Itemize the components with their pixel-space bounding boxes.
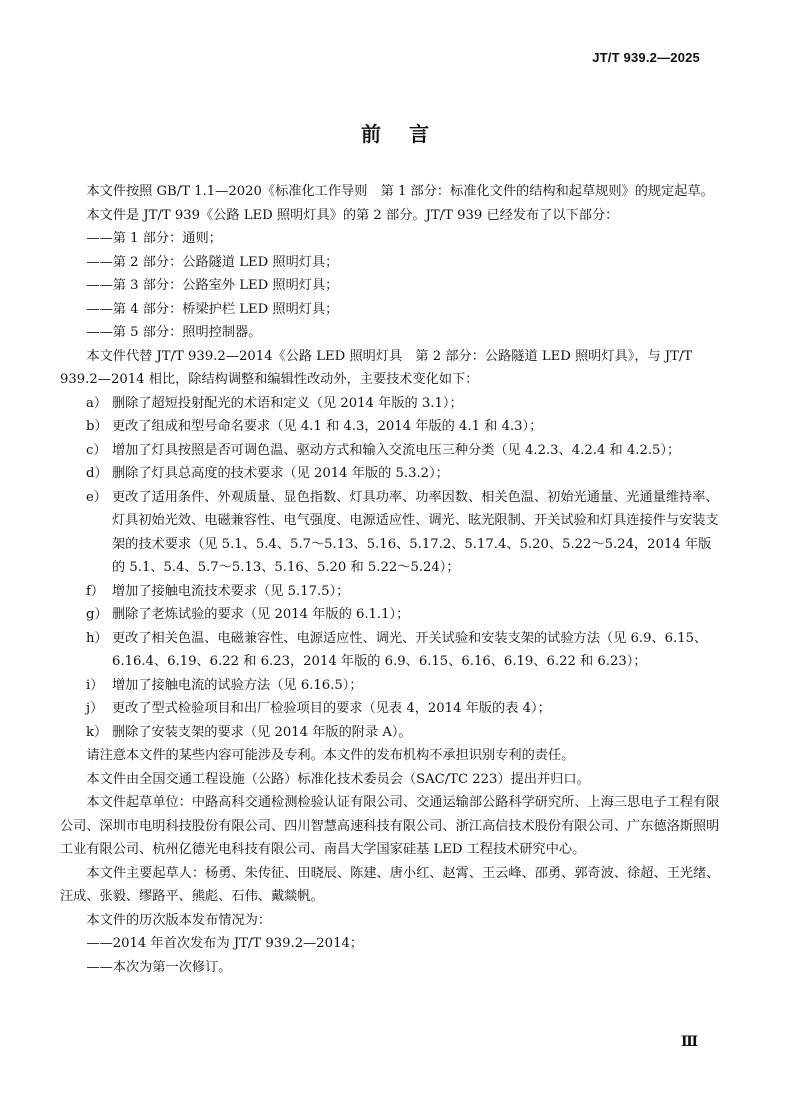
- list-text: 删除了超短投射配光的术语和定义（见 2014 年版的 3.1）；: [112, 395, 463, 411]
- patent-note: 请注意本文件的某些内容可能涉及专利。本文件的发布机构不承担识别专利的责任。: [86, 748, 575, 763]
- part-item: ——第 3 部分：公路室外 LED 照明灯具；: [86, 278, 339, 293]
- list-marker: i）: [86, 677, 104, 693]
- list-marker: e）: [86, 489, 107, 505]
- list-text: 更改了组成和型号命名要求（见 4.1 和 4.3，2014 年版的 4.1 和 4.3）；: [112, 419, 543, 434]
- list-item: [60, 627, 720, 674]
- list-marker: d）: [86, 466, 108, 481]
- replacement-paragraph: 本文件代替 JT/T 939.2—2014《公路 LED 照明灯具 第 2 部分：公路隧道 LED 照明灯具》，与 JT/T 939.2—2014 相比，除结构调整和编辑性改动外，主要技术变化如下：: [60, 348, 693, 387]
- list-marker: g）: [86, 607, 108, 622]
- drafters: 本文件主要起草人：杨勇、朱传征、田晓辰、陈建、唐小红、赵霄、王云峰、邵勇、郭奇波、徐超、王光绪、汪成、张毅、缪路平、熊彪、石伟、戴燚帆。: [60, 865, 720, 904]
- list-text: 更改了相关色温、电磁兼容性、电源适应性、调光、开关试验和安装支架的试验方法（见 6.9、6.15、6.16.4、6.19、6.22 和 6.23，2014 年版的 6.9、6.15、6.16、6.19、6.22 和 6.23）；: [112, 630, 708, 669]
- part-item: ——第 4 部分：桥梁护栏 LED 照明灯具；: [86, 301, 339, 317]
- list-item: [60, 439, 720, 463]
- history-item: ——2014 年首次发布为 JT/T 939.2—2014；: [86, 936, 364, 951]
- intro-paragraph: 本文件是 JT/T 939《公路 LED 照明灯具》的第 2 部分。JT/T 939 已经发布了以下部分：: [86, 207, 619, 223]
- list-marker: k）: [86, 724, 108, 740]
- list-text: 删除了老炼试验的要求（见 2014 年版的 6.1.1）；: [112, 607, 410, 622]
- list-marker: h）: [86, 630, 108, 646]
- document-body: [60, 180, 720, 979]
- drafting-units: 本文件起草单位：中路高科交通检测检验认证有限公司、交通运输部公路科学研究所、上海三思电子工程有限公司、深圳市电明科技股份有限公司、四川智慧高速科技有限公司、浙江高信技术股份有限公司、广东德洛斯照明工业有限公司、杭州亿德光电科技有限公司、南昌大学国家硅基 LED 工程技术研究中心。: [60, 795, 720, 857]
- list-item: [60, 486, 720, 580]
- list-text: 删除了安装支架的要求（见 2014 年版的附录 A）。: [112, 724, 412, 740]
- list-text: 增加了接触电流的试验方法（见 6.16.5）；: [112, 677, 363, 693]
- list-item: [60, 603, 720, 627]
- committee-note: 本文件由全国交通工程设施（公路）标准化技术委员会（SAC/TC 223）提出并归口。: [86, 771, 590, 787]
- document-number: JT/T 939.2—2025: [592, 50, 700, 65]
- list-text: 增加了接触电流技术要求（见 5.17.5）；: [112, 583, 350, 599]
- part-item: ——第 2 部分：公路隧道 LED 照明灯具；: [86, 254, 339, 270]
- part-item: ——第 5 部分：照明控制器。: [86, 325, 262, 340]
- list-item: [60, 415, 720, 439]
- list-marker: b）: [86, 419, 108, 434]
- history-intro: 本文件的历次版本发布情况为：: [86, 912, 272, 928]
- list-marker: f）: [86, 583, 105, 599]
- part-item: ——第 1 部分：通则；: [86, 231, 222, 246]
- list-text: 更改了适用条件、外观质量、显色指数、灯具功率、功率因数、相关色温、初始光通量、光通量维持率、灯具初始光效、电磁兼容性、电气强度、电源适应性、调光、眩光限制、开关试验和灯具连接件与安装支架的技术要求（见 5.1、5.4、5.7～5.13、5.16、5.17.2、5.17.4、5.20、5.22～5.24，2014 年版的 5.1、5.4、5.7～5.13、5.16、5.20 和 5.22～5.24）；: [112, 489, 719, 575]
- list-item: [60, 697, 720, 721]
- history-item: ——本次为第一次修订。: [86, 959, 232, 975]
- list-text: 更改了型式检验项目和出厂检验项目的要求（见表 4，2014 年版的表 4）；: [112, 701, 551, 716]
- list-marker: a）: [86, 395, 108, 411]
- list-item: [60, 674, 720, 698]
- list-item: [60, 721, 720, 745]
- list-item: [60, 462, 720, 486]
- intro-paragraph: 本文件按照 GB/T 1.1—2020《标准化工作导则 第 1 部分：标准化文件的结构和起草规则》的规定起草。: [86, 184, 714, 199]
- list-text: 删除了灯具总高度的技术要求（见 2014 年版的 5.3.2）；: [112, 466, 449, 481]
- list-text: 增加了灯具按照是否可调色温、驱动方式和输入交流电压三种分类（见 4.2.3、4.2.4 和 4.2.5）；: [112, 442, 681, 458]
- changes-list: [60, 392, 720, 745]
- page-title: 前言: [361, 122, 457, 146]
- list-marker: j）: [86, 701, 104, 716]
- list-item: [60, 392, 720, 416]
- list-marker: c）: [86, 442, 107, 458]
- page-number: Ⅲ: [680, 1034, 698, 1050]
- list-item: [60, 580, 720, 604]
